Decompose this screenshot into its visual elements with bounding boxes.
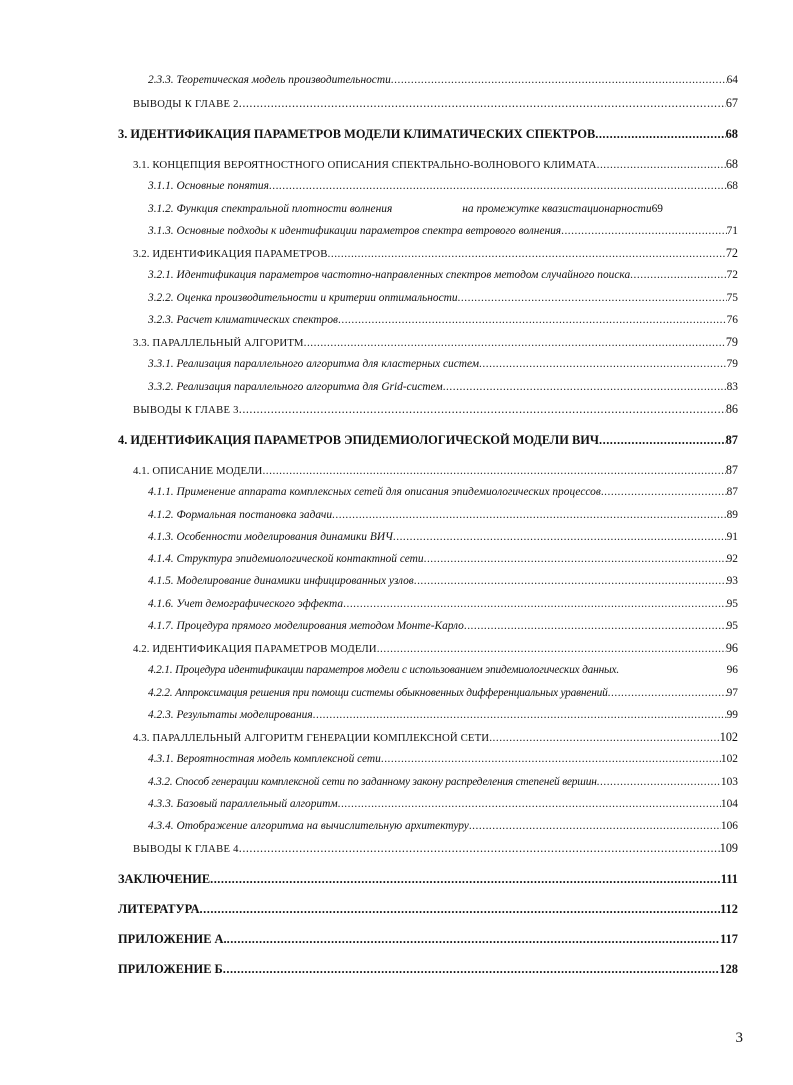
toc-entry-page: 72 bbox=[726, 269, 738, 281]
toc-entry-title: 4.1. ОПИСАНИЕ МОДЕЛИ bbox=[133, 465, 263, 477]
dot-leader bbox=[223, 960, 720, 978]
toc-entry-page: 117 bbox=[720, 932, 738, 946]
dot-leader bbox=[489, 729, 720, 746]
toc-entry-title: ЗАКЛЮЧЕНИЕ bbox=[118, 872, 211, 886]
dot-leader bbox=[313, 706, 727, 724]
toc-entry-page: 71 bbox=[726, 225, 738, 237]
toc-entry-title: 3.1.3. Основные подходы к идентификации параметров спектра ветрового волнения bbox=[148, 225, 562, 237]
toc-entry-page: 103 bbox=[720, 776, 738, 788]
toc-entry-title: ЛИТЕРАТУРА bbox=[118, 902, 200, 916]
toc-entry-4-2-1[interactable] bbox=[148, 661, 738, 679]
toc-entry-page: 96 bbox=[726, 664, 738, 676]
toc-entry-page: 96 bbox=[725, 641, 738, 655]
toc-entry-4-1-6[interactable] bbox=[148, 595, 738, 613]
toc-entry-chapter-3[interactable] bbox=[118, 125, 738, 143]
toc-entry-page: 75 bbox=[726, 292, 738, 304]
toc-entry-page: 69 bbox=[651, 203, 663, 215]
toc-entry-page: 106 bbox=[720, 820, 738, 832]
toc-entry-4-1-5[interactable] bbox=[148, 572, 738, 590]
dot-leader bbox=[377, 640, 726, 657]
toc-entry-title: 3.2.1. Идентификация параметров частотно-направленных спектров методом случайного поиска bbox=[148, 269, 631, 281]
dot-leader bbox=[597, 156, 726, 173]
toc-entry-literatura[interactable] bbox=[118, 900, 738, 918]
toc-entry-title: 3.3.2. Реализация параллельного алгоритма для Grid-систем bbox=[148, 381, 443, 393]
toc-entry-appendix-a[interactable] bbox=[118, 930, 738, 948]
toc-entry-title: 2.3.3. Теоретическая модель производительности bbox=[148, 74, 391, 86]
toc-entry-3-2-1[interactable] bbox=[148, 266, 738, 284]
toc-entry-4-1-7[interactable] bbox=[148, 617, 738, 635]
toc-entry-title: ВЫВОДЫ К ГЛАВЕ 4 bbox=[133, 844, 239, 855]
toc-entry-page: 68 bbox=[725, 127, 738, 141]
dot-leader bbox=[608, 684, 727, 702]
dot-leader bbox=[601, 483, 727, 501]
dot-leader bbox=[630, 266, 726, 284]
toc-entry-4-2-2[interactable] bbox=[148, 684, 738, 702]
toc-entry-page: 112 bbox=[720, 902, 738, 916]
dot-leader bbox=[597, 773, 721, 791]
toc-entry-4-1-3[interactable] bbox=[148, 528, 738, 546]
dot-leader bbox=[210, 870, 721, 888]
toc-entry-4-1-2[interactable] bbox=[148, 506, 738, 524]
toc-entry-page: 102 bbox=[719, 730, 738, 744]
toc-entry-3-1[interactable] bbox=[133, 155, 738, 173]
toc-entry-title: 4.2.1. Процедура идентификации параметров модели с использованием эпидемиологических данных. bbox=[148, 664, 620, 676]
toc-entry-title: 3.2.2. Оценка производительности и критерии оптимальности bbox=[148, 292, 458, 304]
toc-entry-3-3-1[interactable] bbox=[148, 355, 738, 373]
toc-entry-page: 95 bbox=[726, 620, 738, 632]
toc-entry-4-3-3[interactable] bbox=[148, 795, 738, 813]
dot-leader bbox=[381, 750, 721, 768]
toc-entry-4-2-3[interactable] bbox=[148, 706, 738, 724]
dot-leader bbox=[393, 528, 727, 546]
toc-entry-page: 68 bbox=[726, 180, 738, 192]
toc-entry-page: 76 bbox=[726, 314, 738, 326]
toc-entry-page: 87 bbox=[725, 463, 738, 477]
dot-leader bbox=[239, 839, 720, 857]
toc-entry-title: 4.3.3. Базовый параллельный алгоритм bbox=[148, 798, 338, 810]
toc-entry-title: 3.2. ИДЕНТИФИКАЦИЯ ПАРАМЕТРОВ bbox=[133, 248, 328, 260]
toc-entry-4-3-1[interactable] bbox=[148, 750, 738, 768]
toc-entry-title: 4.1.1. Применение аппарата комплексных сетей для описания эпидемиологических процессов bbox=[148, 486, 601, 498]
toc-entry-title: 4.2.3. Результаты моделирования bbox=[148, 709, 313, 721]
toc-entry-conclusion-3[interactable] bbox=[133, 400, 738, 418]
toc-entry-3-1-3[interactable] bbox=[148, 222, 738, 240]
toc-entry-title: 4.3.2. Способ генерации комплексной сети по заданному закону распределения степеней вершин bbox=[148, 776, 597, 788]
toc-entry-page: 104 bbox=[720, 798, 738, 810]
toc-entry-page: 67 bbox=[725, 96, 738, 110]
dot-leader bbox=[458, 289, 727, 307]
toc-entry-2-3-3[interactable] bbox=[148, 71, 738, 89]
dot-leader bbox=[414, 572, 727, 590]
toc-entry-page: 93 bbox=[726, 575, 738, 587]
toc-entry-4-1-1[interactable] bbox=[148, 483, 738, 501]
toc-entry-title: 4.2.2. Аппроксимация решения при помощи системы обыкновенных дифференциальных уравнений bbox=[148, 687, 608, 699]
toc-entry-page: 83 bbox=[726, 381, 738, 393]
toc-entry-3-3[interactable] bbox=[133, 333, 738, 351]
toc-entry-title: 4.3. ПАРАЛЛЕЛЬНЫЙ АЛГОРИТМ ГЕНЕРАЦИИ КОМПЛЕКСНОЙ СЕТИ bbox=[133, 732, 490, 744]
toc-entry-zaklyuchenie[interactable] bbox=[118, 870, 738, 888]
toc-entry-page: 68 bbox=[725, 157, 738, 171]
toc-entry-3-3-2[interactable] bbox=[148, 378, 738, 396]
toc-entry-4-3-4[interactable] bbox=[148, 817, 738, 835]
toc-entry-3-1-2[interactable] bbox=[148, 200, 738, 218]
toc-entry-page: 92 bbox=[726, 553, 738, 565]
toc-entry-page: 97 bbox=[726, 687, 738, 699]
toc-entry-title: 3.1.1. Основные понятия bbox=[148, 180, 269, 192]
toc-entry-appendix-b[interactable] bbox=[118, 960, 738, 978]
toc-entry-page: 72 bbox=[725, 246, 738, 260]
toc-entry-title: 4.2. ИДЕНТИФИКАЦИЯ ПАРАМЕТРОВ МОДЕЛИ bbox=[133, 643, 377, 655]
toc-entry-3-1-1[interactable] bbox=[148, 177, 738, 195]
toc-entry-title: 4.1.4. Структура эпидемиологической контактной сети bbox=[148, 553, 424, 565]
toc-entry-title: ПРИЛОЖЕНИЕ Б bbox=[118, 962, 223, 976]
toc-entry-title: 4.1.3. Особенности моделирования динамики ВИЧ bbox=[148, 531, 393, 543]
toc-entry-title: ВЫВОДЫ К ГЛАВЕ 3 bbox=[133, 405, 239, 416]
dot-leader bbox=[391, 71, 727, 89]
toc-entry-page: 87 bbox=[726, 486, 738, 498]
toc-entry-title: ПРИЛОЖЕНИЕ А. bbox=[118, 932, 227, 946]
toc-entry-page: 87 bbox=[725, 433, 738, 447]
toc-entry-page: 91 bbox=[726, 531, 738, 543]
page-number: 3 bbox=[735, 1030, 743, 1046]
toc-entry-title-continuation: на промежутке квазистационарности bbox=[462, 203, 652, 215]
dot-leader bbox=[479, 355, 727, 373]
toc-entry-4-1-4[interactable] bbox=[148, 550, 738, 568]
dot-leader bbox=[239, 94, 726, 112]
toc-entry-title: 4.1.7. Процедура прямого моделирования методом Монте-Карло bbox=[148, 620, 464, 632]
toc-entry-3-2[interactable] bbox=[133, 244, 738, 262]
dot-leader bbox=[262, 462, 725, 479]
dot-leader bbox=[464, 617, 727, 635]
dot-leader bbox=[332, 506, 727, 524]
toc-entry-conclusion-4[interactable] bbox=[133, 839, 738, 857]
toc-entry-title: 4. ИДЕНТИФИКАЦИЯ ПАРАМЕТРОВ ЭПИДЕМИОЛОГИЧЕСКОЙ МОДЕЛИ ВИЧ bbox=[118, 433, 599, 447]
toc-entry-4-3[interactable] bbox=[133, 728, 738, 746]
toc-entry-title: 3.1. КОНЦЕПЦИЯ ВЕРОЯТНОСТНОГО ОПИСАНИЯ СПЕКТРАЛЬНО-ВОЛНОВОГО КЛИМАТА bbox=[133, 159, 597, 171]
dot-leader bbox=[328, 245, 726, 262]
toc-entry-page: 111 bbox=[720, 872, 738, 886]
toc-entry-4-1[interactable] bbox=[133, 461, 738, 479]
toc-entry-title: 4.1.5. Моделирование динамики инфицированных узлов bbox=[148, 575, 414, 587]
toc-entry-title: 4.3.1. Вероятностная модель комплексной сети bbox=[148, 753, 381, 765]
toc-entry-title: ВЫВОДЫ К ГЛАВЕ 2 bbox=[133, 99, 239, 110]
toc-entry-page: 86 bbox=[725, 402, 738, 416]
toc-entry-conclusion-2[interactable] bbox=[133, 94, 738, 112]
dot-leader bbox=[343, 595, 726, 613]
dot-leader bbox=[561, 222, 727, 240]
dot-leader bbox=[338, 795, 721, 813]
toc-entry-title: 3. ИДЕНТИФИКАЦИЯ ПАРАМЕТРОВ МОДЕЛИ КЛИМАТИЧЕСКИХ СПЕКТРОВ bbox=[118, 127, 596, 141]
toc-entry-4-3-2[interactable] bbox=[148, 773, 738, 791]
dot-leader bbox=[599, 431, 726, 449]
toc-entry-4-2[interactable] bbox=[133, 639, 738, 657]
toc-entry-page: 79 bbox=[726, 358, 738, 370]
toc-entry-page: 79 bbox=[725, 335, 738, 349]
toc-entry-3-2-3[interactable] bbox=[148, 311, 738, 329]
toc-entry-page: 95 bbox=[726, 598, 738, 610]
toc-entry-title: 3.1.2. Функция спектральной плотности волнения bbox=[148, 203, 393, 215]
toc-entry-chapter-4[interactable] bbox=[118, 431, 738, 449]
toc-entry-title: 4.1.6. Учет демографического эффекта bbox=[148, 598, 344, 610]
toc-entry-page: 128 bbox=[719, 962, 738, 976]
dot-leader bbox=[424, 550, 727, 568]
dot-leader bbox=[338, 311, 727, 329]
dot-leader bbox=[227, 930, 720, 948]
toc-entry-page: 64 bbox=[726, 74, 738, 86]
dot-leader bbox=[595, 125, 725, 143]
toc-entry-page: 102 bbox=[720, 753, 738, 765]
toc-entry-3-2-2[interactable] bbox=[148, 289, 738, 307]
toc-entry-title: 4.3.4. Отображение алгоритма на вычислительную архитектуру bbox=[148, 820, 469, 832]
dot-leader bbox=[469, 817, 721, 835]
toc-entry-title: 3.2.3. Расчет климатических спектров bbox=[148, 314, 338, 326]
dot-leader bbox=[239, 400, 726, 418]
toc-entry-title: 4.1.2. Формальная постановка задачи bbox=[148, 509, 333, 521]
dot-leader bbox=[304, 334, 726, 351]
dot-leader bbox=[200, 900, 721, 918]
toc-entry-page: 109 bbox=[719, 841, 738, 855]
dot-leader bbox=[269, 177, 727, 195]
toc-entry-page: 99 bbox=[726, 709, 738, 721]
toc-entry-title: 3.3.1. Реализация параллельного алгоритма для кластерных систем bbox=[148, 358, 480, 370]
toc-entry-page: 89 bbox=[726, 509, 738, 521]
dot-leader bbox=[443, 378, 727, 396]
toc-entry-title: 3.3. ПАРАЛЛЕЛЬНЫЙ АЛГОРИТМ bbox=[133, 337, 304, 349]
